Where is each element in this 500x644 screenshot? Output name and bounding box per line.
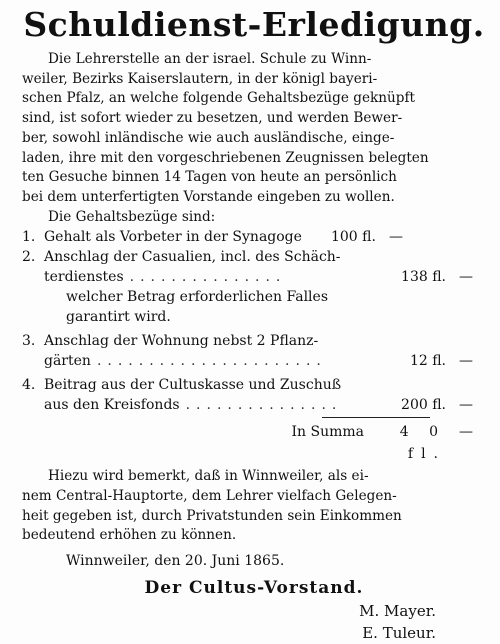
item-text: Gehalt als Vorbeter in der Synagoge <box>44 229 302 246</box>
closing-line: nem Central-Hauptorte, dem Lehrer vielfach Gelegen- <box>22 488 397 505</box>
item-amount: 200 fl. <box>401 397 446 414</box>
intro-line: laden, ihre mit den vorgeschriebenen Zeugnissen belegten <box>22 149 429 166</box>
item-amount: 138 fl. <box>401 269 446 286</box>
item-text: gärten <box>44 353 91 370</box>
sum-rule <box>322 417 430 418</box>
item-number: 2. <box>22 249 36 266</box>
intro-line: schen Pfalz, an welche folgende Gehaltsbezüge geknüpft <box>22 90 415 107</box>
closing-line: Hiezu wird bemerkt, daß in Winnweiler, als ei- <box>48 468 369 485</box>
item-number: 4. <box>22 377 36 394</box>
closing-line: heit gegeben ist, durch Privatstunden sein Einkommen <box>22 507 402 524</box>
board-name: Der Cultus-Vorstand. <box>144 578 364 599</box>
item-note: welcher Betrag erforderlichen Falles <box>66 289 329 306</box>
summa-value: 4 0 fl. <box>399 424 446 463</box>
item-note: garantirt wird. <box>66 309 171 326</box>
intro-line: ber, sowohl inländische wie auch ausländische, einge- <box>22 129 395 146</box>
item-text: terdienstes <box>44 269 124 286</box>
item-text: Anschlag der Casualien, incl. des Schäch- <box>44 249 341 266</box>
closing-paragraph <box>22 467 486 546</box>
item-text: aus den Kreisfonds <box>44 397 180 414</box>
signature: M. Mayer. <box>359 602 436 621</box>
salary-item-1 <box>22 227 486 247</box>
intro-paragraph <box>22 50 486 227</box>
intro-line: Die Lehrerstelle an der israel. Schule zu Winn- <box>48 51 372 67</box>
item-amount: 12 fl. <box>409 353 446 370</box>
summa-dash: — <box>459 424 473 441</box>
intro-line: sind, ist sofort wieder zu besetzen, und werden Bewer- <box>22 110 403 127</box>
signature: E. Tuleur. <box>362 624 436 643</box>
salary-item-3 <box>22 331 486 371</box>
summa-label: In Summa <box>291 424 364 441</box>
summa-row <box>22 421 486 465</box>
item-text: Beitrag aus der Cultuskasse und Zuschuß <box>44 377 342 394</box>
salary-item-2 <box>22 247 486 327</box>
item-amount: 100 fl. <box>330 229 376 246</box>
item-text: Anschlag der Wohnung nebst 2 Pflanz- <box>44 333 319 350</box>
closing-line: bedeutend erhöhen zu können. <box>22 527 237 544</box>
item-dash: — <box>459 353 473 370</box>
item-number: 1. <box>22 229 36 246</box>
gehalt-intro: Die Gehaltsbezüge sind: <box>48 208 216 225</box>
item-dash: — <box>459 269 473 286</box>
leader-dots: ...................... <box>96 353 327 370</box>
notice-date: Winnweiler, den 20. Juni 1865. <box>66 553 285 570</box>
intro-line: ten Gesuche binnen 14 Tagen von heute an persönlich <box>22 169 397 186</box>
notice-title: Schuldienst-Erledigung. <box>23 5 485 44</box>
item-number: 3. <box>22 333 36 350</box>
item-dash: — <box>459 397 473 414</box>
intro-line: weiler, Bezirks Kaiserslautern, in der königl bayeri- <box>22 70 378 87</box>
leader-dots: ............... <box>185 397 343 414</box>
salary-item-4 <box>22 375 486 415</box>
item-dash: — <box>388 229 403 246</box>
intro-line: bei dem unterfertigten Vorstande eingeben zu wollen. <box>22 188 395 205</box>
leader-dots: ............... <box>129 269 287 286</box>
